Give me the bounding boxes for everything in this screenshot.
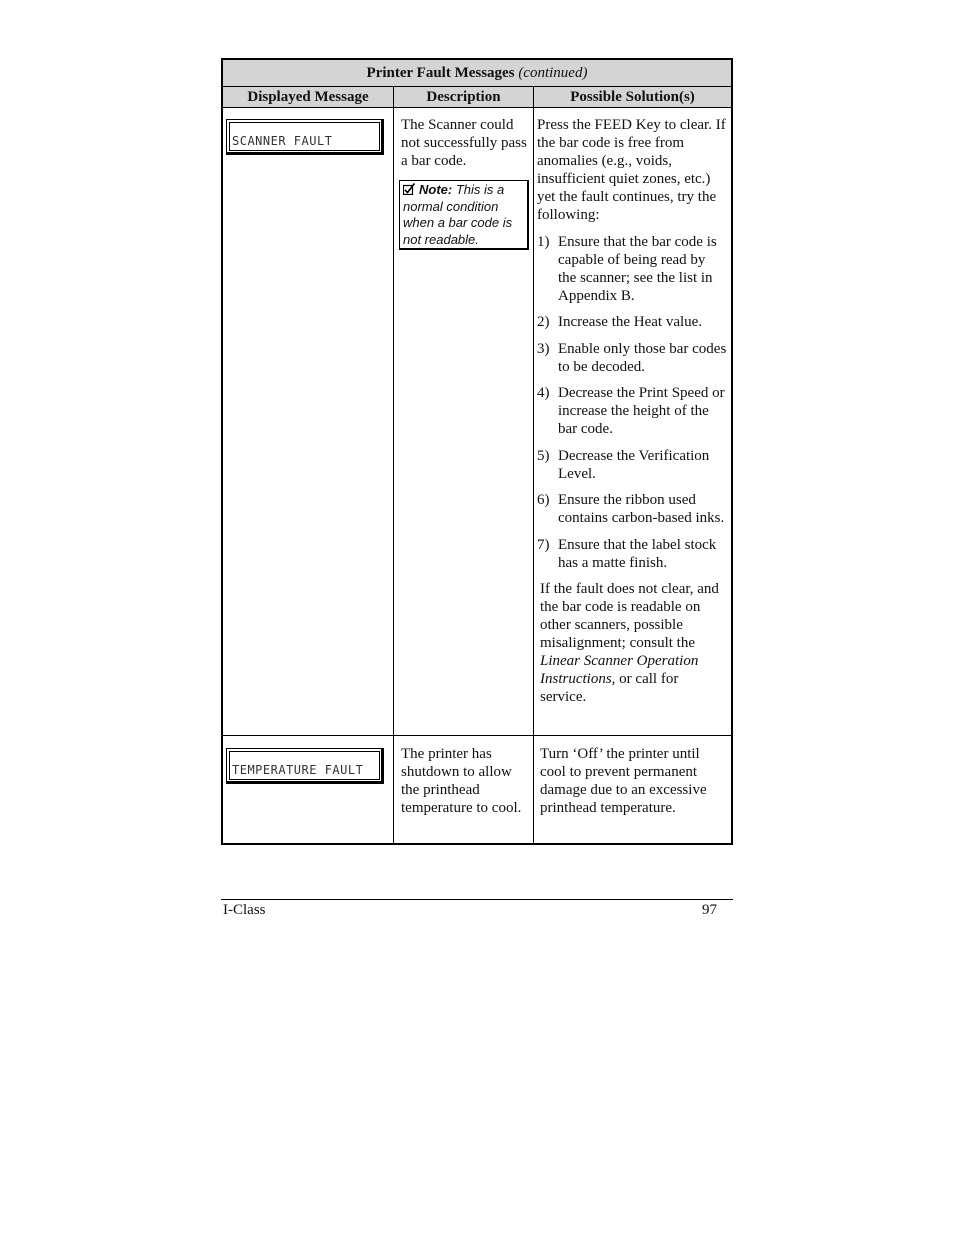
description-temperature-fault: The printer has shutdown to allow the printhead temperature to cool. — [401, 746, 522, 816]
column-divider — [393, 87, 394, 843]
note-text: This is a normal condition when a bar code is not readable. — [403, 182, 513, 247]
description-scanner-fault: The Scanner could not successfully pass a bar code. — [401, 117, 527, 169]
lcd-display-temperature-fault — [226, 748, 384, 784]
note-box — [399, 180, 529, 250]
list-item: 5) Decrease the Verification Level. — [537, 447, 710, 482]
list-item: 2) Increase the Heat value. — [537, 314, 703, 330]
lcd-message-text: TEMPERATURE FAULT — [232, 763, 364, 777]
solution-steps-list — [537, 233, 727, 572]
footer-page-number: 97 — [702, 902, 717, 918]
solution-intro: Press the FEED Key to clear. If the bar code is free from anomalies (e.g., voids, insufficient quiet zones, etc.) yet the fault continues, try the following: — [537, 117, 726, 223]
solution-scanner-fault — [537, 116, 727, 706]
solution-closing: If the fault does not clear, and the bar code is readable on other scanners, possible misalignment; consult the Linear Scanner Operation Instructions, or call for service. — [540, 581, 719, 705]
manual-reference: Linear Scanner Operation Instructions, — [540, 653, 699, 687]
list-item: 3) Enable only those bar codes to be decoded. — [537, 340, 727, 375]
printer-fault-table — [221, 58, 733, 845]
row-divider — [223, 735, 731, 736]
header-description: Description — [426, 89, 501, 105]
list-item: 4) Decrease the Print Speed or increase the height of the bar code. — [537, 385, 725, 437]
footer-rule — [221, 899, 733, 900]
table-header-row — [223, 87, 731, 108]
table-title — [223, 60, 731, 87]
list-item: 1) Ensure that the bar code is capable of being read by the scanner; see the list in Appendix B. — [537, 233, 717, 304]
header-possible-solutions: Possible Solution(s) — [570, 89, 695, 105]
footer-product-name: I-Class — [223, 902, 266, 918]
note-label: Note: — [419, 182, 453, 197]
lcd-message-text: SCANNER FAULT — [232, 134, 333, 148]
table-title-text: Printer Fault Messages — [366, 65, 515, 81]
list-item: 6) Ensure the ribbon used contains carbon-based inks. — [537, 492, 725, 526]
column-divider — [533, 87, 534, 843]
list-item: 7) Ensure that the label stock has a matte finish. — [537, 536, 717, 571]
header-displayed-message: Displayed Message — [247, 89, 369, 105]
solution-temperature-fault: Turn ‘Off’ the printer until cool to prevent permanent damage due to an excessive printhead temperature. — [540, 746, 707, 816]
lcd-display-scanner-fault — [226, 119, 384, 155]
checkbox-note-icon — [403, 183, 415, 195]
table-title-suffix: (continued) — [518, 65, 588, 81]
